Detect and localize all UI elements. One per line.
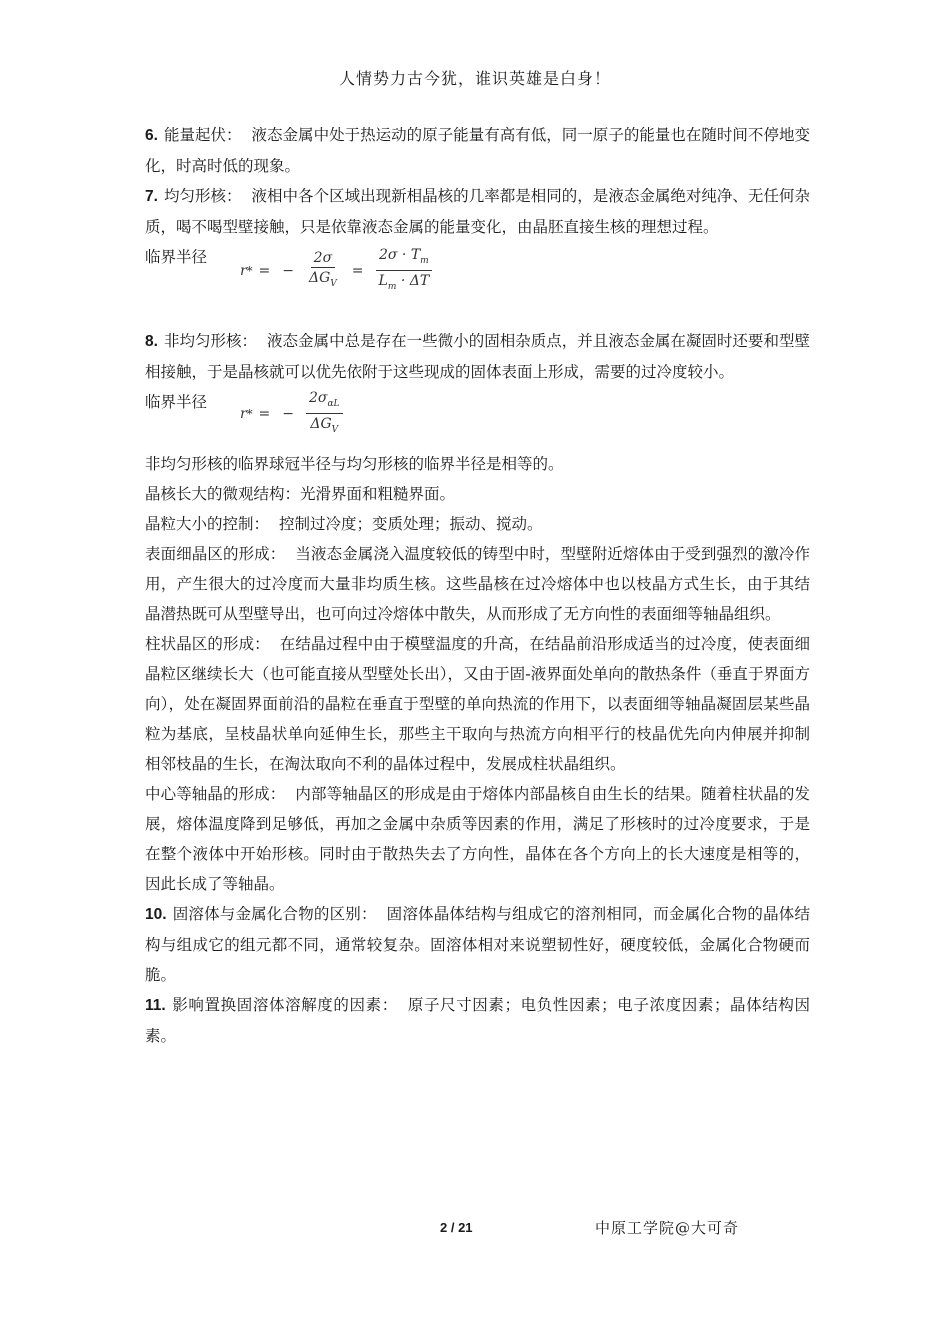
critical-radius-heterogeneous [145,387,810,435]
critical-radius-homogeneous [145,242,810,292]
item-text: 原子尺寸因素；电负性因素；电子浓度因素；晶体结构因素。 [145,996,810,1045]
note-center-zone [145,779,810,899]
item-term: 影响置换固溶体溶解度的因素： [171,996,398,1014]
note-columnar-zone [145,629,810,779]
item-number: 7. [145,188,158,205]
note-term: 中心等轴晶的形成： [145,785,286,803]
formula-homogeneous: r * = − $\frac{2\sigma}{\Delta G_V}$ = $\frac{2\sigma \cdot T_m}{L_m \cdot \Delta T}$ [240,246,438,297]
note-term: 表面细晶区的形成： [145,545,286,563]
item-number: 11. [145,997,166,1014]
page-content [145,120,810,1051]
item-text: 液态金属中处于热运动的原子能量有高有低，同一原子的能量也在随时间不停地变化，时高时低的现象。 [145,126,810,175]
item-number: 10. [145,906,167,923]
note-surface-zone [145,539,810,629]
item-solubility-factors [145,990,810,1051]
critical-radius-label: 临界半径 [145,393,208,411]
page-number: 2 / 21 [440,1220,473,1235]
note-text: 在结晶过程中由于模壁温度的升高，在结晶前沿形成适当的过冷度，使表面细晶粒区继续长大（也可能直接从型壁处长出），又由于固-液界面处单向的散热条件（垂直于界面方向），处在凝固界面前沿的晶粒在垂直于型壁的单向热流的作用下，以表面细等轴晶凝固层某些晶粒为基底，呈枝晶状单向延伸生长，那些主干取向与热流方向相平行的枝晶优先向内伸展并抑制相邻枝晶的生长，在淘汰取向不利的晶体过程中，发展成柱状晶组织。 [145,635,810,773]
item-heterogeneous-nucleation [145,326,810,387]
note-term: 柱状晶区的形成： [145,635,270,653]
item-homogeneous-nucleation [145,181,810,242]
footer-brand: 中原工学院@大可奇 [595,1219,740,1237]
item-text: 液态金属中总是存在一些微小的固相杂质点，并且液态金属在凝固时还要和型壁相接触，于是晶核就可以优先依附于这些现成的固体表面上形成，需要的过冷度较小。 [145,332,810,381]
header-quote: 人情势力古今犹，谁识英雄是白身！ [338,69,611,88]
item-term: 固溶体与金属化合物的区别： [172,905,377,923]
item-number: 6. [145,127,158,144]
item-text: 液相中各个区域出现新相晶核的几率都是相同的，是液态金属绝对纯净、无任何杂质，喝不喝型壁接触，只是依靠液态金属的能量变化，由晶胚直接生核的理想过程。 [145,187,810,236]
note-text: 当液态金属浇入温度较低的铸型中时，型壁附近熔体由于受到强烈的激冷作用，产生很大的过冷度而大量非均质生核。这些晶核在过冷熔体中也以枝晶方式生长，由于其结晶潜热既可从型壁导出，也可向过冷熔体中散失，从而形成了无方向性的表面细等轴晶组织。 [145,545,810,623]
item-term: 非均匀形核： [163,332,258,350]
note-text: 控制过冷度；变质处理；振动、搅动。 [279,515,543,533]
item-text: 固溶体晶体结构与组成它的溶剂相同，而金属化合物的晶体结构与组成它的组元都不同，通常较复杂。固溶体相对来说塑韧性好，硬度较低，金属化合物硬而脆。 [145,905,810,984]
item-solid-solution [145,899,810,990]
item-term: 均匀形核： [163,187,242,205]
note-text: 内部等轴晶区的形成是由于熔体内部晶核自由生长的结果。随着柱状晶的发展，熔体温度降到足够低，再加之金属中杂质等因素的作用，满足了形核时的过冷度要求，于是在整个液体中开始形核。同时由于散热失去了方向性，晶体在各个方向上的长大速度是相等的，因此长成了等轴晶。 [145,785,810,893]
note-equal-radius: 非均匀形核的临界球冠半径与均匀形核的临界半径是相等的。 [145,455,564,473]
formula-heterogeneous: r * = − $\frac{2\sigma_{\alpha L}}{\Delta G_V}$ [240,389,349,440]
critical-radius-label: 临界半径 [145,248,208,266]
note-term: 晶粒大小的控制： [145,515,270,533]
item-number: 8. [145,333,158,350]
note-microstructure: 晶核长大的微观结构：光滑界面和粗糙界面。 [145,485,456,503]
item-energy-fluctuation [145,120,810,181]
note-grain-control [145,509,810,539]
item-term: 能量起伏： [163,126,242,144]
